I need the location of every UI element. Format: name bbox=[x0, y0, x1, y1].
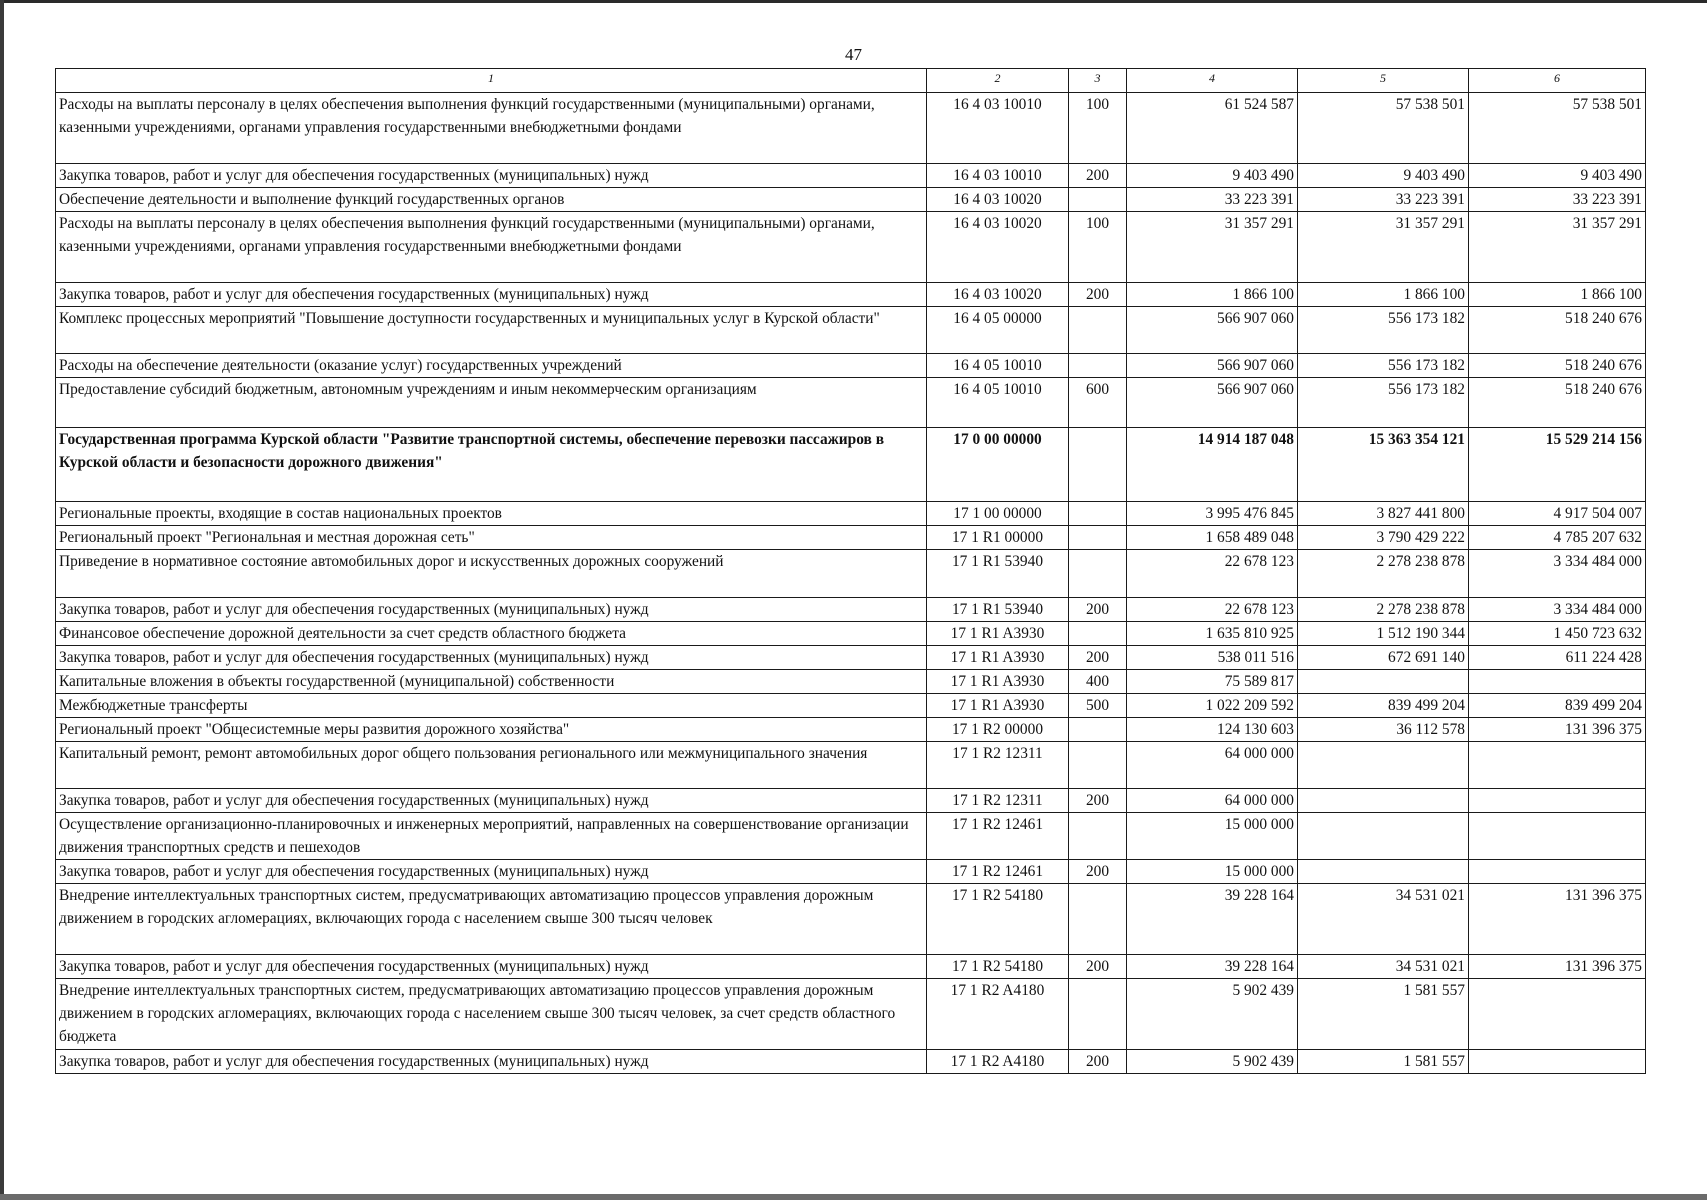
amount-col-6: 131 396 375 bbox=[1469, 955, 1646, 979]
expense-type-code: 100 bbox=[1069, 93, 1127, 164]
expense-type-code bbox=[1069, 718, 1127, 742]
expense-type-code: 200 bbox=[1069, 283, 1127, 307]
expense-type-code bbox=[1069, 188, 1127, 212]
target-article-code: 17 1 R2 12461 bbox=[927, 860, 1069, 884]
amount-col-4: 1 635 810 925 bbox=[1127, 622, 1298, 646]
table-row bbox=[56, 550, 1646, 598]
target-article-code: 17 1 R2 A4180 bbox=[927, 1050, 1069, 1074]
row-name: Финансовое обеспечение дорожной деятельности за счет средств областного бюджета bbox=[56, 622, 927, 646]
target-article-code: 17 1 R2 54180 bbox=[927, 955, 1069, 979]
amount-col-4: 5 902 439 bbox=[1127, 979, 1298, 1050]
amount-col-5: 1 581 557 bbox=[1298, 979, 1469, 1050]
amount-col-5: 1 581 557 bbox=[1298, 1050, 1469, 1074]
amount-col-6 bbox=[1469, 813, 1646, 860]
amount-col-6: 31 357 291 bbox=[1469, 212, 1646, 283]
row-name: Приведение в нормативное состояние автомобильных дорог и искусственных дорожных сооружений bbox=[56, 550, 927, 598]
row-name: Комплекс процессных мероприятий "Повышение доступности государственных и муниципальных услуг в Курской области" bbox=[56, 307, 927, 354]
amount-col-6: 9 403 490 bbox=[1469, 164, 1646, 188]
column-number: 5 bbox=[1298, 69, 1469, 93]
expense-type-code: 500 bbox=[1069, 694, 1127, 718]
table-row bbox=[56, 283, 1646, 307]
amount-col-6: 4 785 207 632 bbox=[1469, 526, 1646, 550]
target-article-code: 16 4 03 10010 bbox=[927, 164, 1069, 188]
amount-col-4: 31 357 291 bbox=[1127, 212, 1298, 283]
amount-col-4: 9 403 490 bbox=[1127, 164, 1298, 188]
scan-edge-bottom bbox=[0, 1194, 1707, 1200]
row-name: Расходы на обеспечение деятельности (оказание услуг) государственных учреждений bbox=[56, 354, 927, 378]
amount-col-6: 3 334 484 000 bbox=[1469, 550, 1646, 598]
amount-col-6: 33 223 391 bbox=[1469, 188, 1646, 212]
target-article-code: 17 1 R1 00000 bbox=[927, 526, 1069, 550]
row-name: Закупка товаров, работ и услуг для обеспечения государственных (муниципальных) нужд bbox=[56, 1050, 927, 1074]
column-number: 3 bbox=[1069, 69, 1127, 93]
row-name: Расходы на выплаты персоналу в целях обеспечения выполнения функций государственными (муниципальными) органами, казенными учреждениями, органами управления государственными внебюджетными фондами bbox=[56, 212, 927, 283]
expense-type-code: 200 bbox=[1069, 164, 1127, 188]
amount-col-5: 1 866 100 bbox=[1298, 283, 1469, 307]
row-name: Расходы на выплаты персоналу в целях обеспечения выполнения функций государственными (муниципальными) органами, казенными учреждениями, органами управления государственными внебюджетными фондами bbox=[56, 93, 927, 164]
amount-col-4: 64 000 000 bbox=[1127, 789, 1298, 813]
target-article-code: 16 4 05 00000 bbox=[927, 307, 1069, 354]
row-name: Внедрение интеллектуальных транспортных систем, предусматривающих автоматизацию процессов управления дорожным движением в городских агломерациях, включающих города с населением свыше 300 тысяч человек bbox=[56, 884, 927, 955]
target-article-code: 17 1 R1 53940 bbox=[927, 598, 1069, 622]
amount-col-6: 57 538 501 bbox=[1469, 93, 1646, 164]
amount-col-4: 1 022 209 592 bbox=[1127, 694, 1298, 718]
row-name: Капитальный ремонт, ремонт автомобильных дорог общего пользования регионального или межмуниципального значения bbox=[56, 742, 927, 789]
amount-col-5: 839 499 204 bbox=[1298, 694, 1469, 718]
expense-type-code bbox=[1069, 742, 1127, 789]
amount-col-4: 1 866 100 bbox=[1127, 283, 1298, 307]
target-article-code: 17 1 R2 12461 bbox=[927, 813, 1069, 860]
amount-col-5: 3 790 429 222 bbox=[1298, 526, 1469, 550]
expense-type-code bbox=[1069, 526, 1127, 550]
row-name: Закупка товаров, работ и услуг для обеспечения государственных (муниципальных) нужд bbox=[56, 164, 927, 188]
table-row bbox=[56, 884, 1646, 955]
table-row bbox=[56, 598, 1646, 622]
amount-col-5: 36 112 578 bbox=[1298, 718, 1469, 742]
table-row bbox=[56, 670, 1646, 694]
amount-col-4: 39 228 164 bbox=[1127, 955, 1298, 979]
row-name: Региональный проект "Региональная и местная дорожная сеть" bbox=[56, 526, 927, 550]
table-row bbox=[56, 718, 1646, 742]
target-article-code: 17 1 R1 A3930 bbox=[927, 670, 1069, 694]
row-name: Внедрение интеллектуальных транспортных систем, предусматривающих автоматизацию процессов управления дорожным движением в городских агломерациях, включающих города с населением свыше 300 тысяч человек, за счет средств областного бюджета bbox=[56, 979, 927, 1050]
target-article-code: 17 1 R1 53940 bbox=[927, 550, 1069, 598]
expense-type-code: 200 bbox=[1069, 955, 1127, 979]
amount-col-6 bbox=[1469, 979, 1646, 1050]
target-article-code: 17 1 R1 A3930 bbox=[927, 622, 1069, 646]
amount-col-4: 566 907 060 bbox=[1127, 354, 1298, 378]
table-row bbox=[56, 212, 1646, 283]
target-article-code: 17 1 R2 12311 bbox=[927, 789, 1069, 813]
expense-type-code bbox=[1069, 502, 1127, 526]
table-row bbox=[56, 1050, 1646, 1074]
amount-col-5 bbox=[1298, 789, 1469, 813]
table-row bbox=[56, 860, 1646, 884]
amount-col-5: 2 278 238 878 bbox=[1298, 550, 1469, 598]
amount-col-4: 75 589 817 bbox=[1127, 670, 1298, 694]
expense-type-code: 200 bbox=[1069, 646, 1127, 670]
amount-col-5 bbox=[1298, 813, 1469, 860]
row-name: Предоставление субсидий бюджетным, автономным учреждениям и иным некоммерческим организациям bbox=[56, 378, 927, 428]
expense-type-code bbox=[1069, 307, 1127, 354]
table-row bbox=[56, 979, 1646, 1050]
table-row bbox=[56, 93, 1646, 164]
amount-col-5: 556 173 182 bbox=[1298, 307, 1469, 354]
table-row bbox=[56, 646, 1646, 670]
amount-col-6 bbox=[1469, 789, 1646, 813]
row-name: Закупка товаров, работ и услуг для обеспечения государственных (муниципальных) нужд bbox=[56, 646, 927, 670]
target-article-code: 16 4 05 10010 bbox=[927, 354, 1069, 378]
row-name: Межбюджетные трансферты bbox=[56, 694, 927, 718]
amount-col-5: 9 403 490 bbox=[1298, 164, 1469, 188]
expense-type-code bbox=[1069, 622, 1127, 646]
amount-col-6: 131 396 375 bbox=[1469, 884, 1646, 955]
target-article-code: 17 1 R1 A3930 bbox=[927, 694, 1069, 718]
target-article-code: 16 4 03 10020 bbox=[927, 212, 1069, 283]
table-row bbox=[56, 955, 1646, 979]
row-name: Закупка товаров, работ и услуг для обеспечения государственных (муниципальных) нужд bbox=[56, 955, 927, 979]
amount-col-4: 5 902 439 bbox=[1127, 1050, 1298, 1074]
expense-type-code: 200 bbox=[1069, 1050, 1127, 1074]
amount-col-4: 61 524 587 bbox=[1127, 93, 1298, 164]
table-row bbox=[56, 354, 1646, 378]
amount-col-4: 15 000 000 bbox=[1127, 860, 1298, 884]
amount-col-5: 33 223 391 bbox=[1298, 188, 1469, 212]
amount-col-6 bbox=[1469, 860, 1646, 884]
amount-col-6: 518 240 676 bbox=[1469, 354, 1646, 378]
target-article-code: 16 4 03 10020 bbox=[927, 283, 1069, 307]
expense-type-code: 200 bbox=[1069, 860, 1127, 884]
page-number: 47 bbox=[845, 45, 862, 64]
target-article-code: 17 1 R2 00000 bbox=[927, 718, 1069, 742]
table-row-program-total bbox=[56, 428, 1646, 502]
expense-type-code bbox=[1069, 354, 1127, 378]
target-article-code: 17 1 R2 A4180 bbox=[927, 979, 1069, 1050]
amount-col-6: 3 334 484 000 bbox=[1469, 598, 1646, 622]
amount-col-5: 3 827 441 800 bbox=[1298, 502, 1469, 526]
amount-col-5: 57 538 501 bbox=[1298, 93, 1469, 164]
table-row bbox=[56, 502, 1646, 526]
amount-col-4: 64 000 000 bbox=[1127, 742, 1298, 789]
target-article-code: 16 4 05 10010 bbox=[927, 378, 1069, 428]
amount-col-5 bbox=[1298, 860, 1469, 884]
table-row bbox=[56, 307, 1646, 354]
column-number: 4 bbox=[1127, 69, 1298, 93]
amount-col-6: 611 224 428 bbox=[1469, 646, 1646, 670]
expense-type-code bbox=[1069, 813, 1127, 860]
amount-col-6 bbox=[1469, 670, 1646, 694]
amount-col-6: 839 499 204 bbox=[1469, 694, 1646, 718]
table-row bbox=[56, 789, 1646, 813]
amount-col-4: 538 011 516 bbox=[1127, 646, 1298, 670]
row-name: Региональный проект "Общесистемные меры развития дорожного хозяйства" bbox=[56, 718, 927, 742]
expense-type-code: 400 bbox=[1069, 670, 1127, 694]
amount-col-6: 15 529 214 156 bbox=[1469, 428, 1646, 502]
amount-col-5: 556 173 182 bbox=[1298, 378, 1469, 428]
amount-col-4: 22 678 123 bbox=[1127, 598, 1298, 622]
amount-col-4: 3 995 476 845 bbox=[1127, 502, 1298, 526]
amount-col-6: 1 866 100 bbox=[1469, 283, 1646, 307]
expense-type-code: 100 bbox=[1069, 212, 1127, 283]
expense-type-code: 600 bbox=[1069, 378, 1127, 428]
amount-col-5: 556 173 182 bbox=[1298, 354, 1469, 378]
expense-type-code bbox=[1069, 428, 1127, 502]
table-row bbox=[56, 742, 1646, 789]
amount-col-6: 518 240 676 bbox=[1469, 307, 1646, 354]
table-row bbox=[56, 526, 1646, 550]
table-row bbox=[56, 188, 1646, 212]
table-row bbox=[56, 164, 1646, 188]
expense-type-code bbox=[1069, 550, 1127, 598]
amount-col-6: 4 917 504 007 bbox=[1469, 502, 1646, 526]
amount-col-4: 33 223 391 bbox=[1127, 188, 1298, 212]
table-row bbox=[56, 694, 1646, 718]
table-row bbox=[56, 813, 1646, 860]
target-article-code: 17 1 R1 A3930 bbox=[927, 646, 1069, 670]
expense-type-code bbox=[1069, 884, 1127, 955]
row-name: Региональные проекты, входящие в состав национальных проектов bbox=[56, 502, 927, 526]
target-article-code: 16 4 03 10010 bbox=[927, 93, 1069, 164]
row-name: Закупка товаров, работ и услуг для обеспечения государственных (муниципальных) нужд bbox=[56, 283, 927, 307]
amount-col-5: 34 531 021 bbox=[1298, 884, 1469, 955]
amount-col-5 bbox=[1298, 742, 1469, 789]
row-name: Государственная программа Курской области "Развитие транспортной системы, обеспечение перевозки пассажиров в Курской области и безопасности дорожного движения" bbox=[56, 428, 927, 502]
column-number: 6 bbox=[1469, 69, 1646, 93]
budget-table-body bbox=[56, 69, 1646, 1074]
amount-col-4: 39 228 164 bbox=[1127, 884, 1298, 955]
budget-table bbox=[55, 68, 1646, 1074]
amount-col-5: 15 363 354 121 bbox=[1298, 428, 1469, 502]
expense-type-code bbox=[1069, 979, 1127, 1050]
row-name: Закупка товаров, работ и услуг для обеспечения государственных (муниципальных) нужд bbox=[56, 860, 927, 884]
amount-col-4: 14 914 187 048 bbox=[1127, 428, 1298, 502]
target-article-code: 16 4 03 10020 bbox=[927, 188, 1069, 212]
column-number-row bbox=[56, 69, 1646, 93]
target-article-code: 17 1 R2 12311 bbox=[927, 742, 1069, 789]
scan-edge-left bbox=[0, 0, 4, 1200]
row-name: Закупка товаров, работ и услуг для обеспечения государственных (муниципальных) нужд bbox=[56, 789, 927, 813]
target-article-code: 17 1 R2 54180 bbox=[927, 884, 1069, 955]
amount-col-5 bbox=[1298, 670, 1469, 694]
table-row bbox=[56, 622, 1646, 646]
amount-col-4: 15 000 000 bbox=[1127, 813, 1298, 860]
amount-col-5: 31 357 291 bbox=[1298, 212, 1469, 283]
amount-col-4: 124 130 603 bbox=[1127, 718, 1298, 742]
column-number: 1 bbox=[56, 69, 927, 93]
amount-col-6: 1 450 723 632 bbox=[1469, 622, 1646, 646]
amount-col-5: 672 691 140 bbox=[1298, 646, 1469, 670]
target-article-code: 17 1 00 00000 bbox=[927, 502, 1069, 526]
scan-edge-top bbox=[0, 0, 1707, 3]
amount-col-5: 34 531 021 bbox=[1298, 955, 1469, 979]
row-name: Закупка товаров, работ и услуг для обеспечения государственных (муниципальных) нужд bbox=[56, 598, 927, 622]
amount-col-6 bbox=[1469, 1050, 1646, 1074]
table-row bbox=[56, 378, 1646, 428]
amount-col-5: 1 512 190 344 bbox=[1298, 622, 1469, 646]
target-article-code: 17 0 00 00000 bbox=[927, 428, 1069, 502]
column-number: 2 bbox=[927, 69, 1069, 93]
amount-col-4: 1 658 489 048 bbox=[1127, 526, 1298, 550]
row-name: Капитальные вложения в объекты государственной (муниципальной) собственности bbox=[56, 670, 927, 694]
row-name: Осуществление организационно-планировочных и инженерных мероприятий, направленных на совершенствование организации движения транспортных средств и пешеходов bbox=[56, 813, 927, 860]
amount-col-6: 518 240 676 bbox=[1469, 378, 1646, 428]
row-name: Обеспечение деятельности и выполнение функций государственных органов bbox=[56, 188, 927, 212]
amount-col-6: 131 396 375 bbox=[1469, 718, 1646, 742]
amount-col-4: 566 907 060 bbox=[1127, 378, 1298, 428]
amount-col-4: 22 678 123 bbox=[1127, 550, 1298, 598]
expense-type-code: 200 bbox=[1069, 598, 1127, 622]
amount-col-6 bbox=[1469, 742, 1646, 789]
amount-col-4: 566 907 060 bbox=[1127, 307, 1298, 354]
amount-col-5: 2 278 238 878 bbox=[1298, 598, 1469, 622]
expense-type-code: 200 bbox=[1069, 789, 1127, 813]
